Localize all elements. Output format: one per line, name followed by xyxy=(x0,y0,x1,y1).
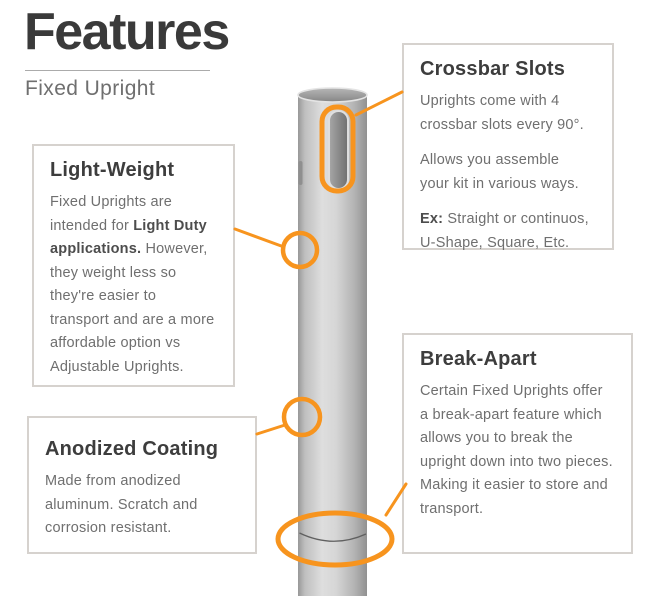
callout-light-weight-title: Light-Weight xyxy=(50,159,175,181)
lightweight-highlight-circle xyxy=(283,233,317,267)
page-title: Features xyxy=(24,3,229,61)
slot-highlight-ring xyxy=(322,107,353,191)
callout-break-apart-text: Certain Fixed Uprights offer a break-apart feature which allows you to break the upright down into two pieces. Making it easier to store and transport. xyxy=(420,383,613,517)
callout-crossbar-example xyxy=(420,208,590,255)
pole-top-opening xyxy=(298,88,367,102)
lightweight-connector-line xyxy=(235,229,284,247)
callout-anodized-title: Anodized Coating xyxy=(45,438,219,460)
anodized-connector-line xyxy=(257,425,285,434)
callout-light-weight xyxy=(32,144,235,387)
break-apart-seam xyxy=(300,533,367,541)
example-text: Straight or continuos, U-Shape, Square, Etc. xyxy=(420,211,589,251)
side-slot-edge xyxy=(299,161,303,185)
breakapart-highlight-ellipse xyxy=(278,513,392,565)
callout-crossbar-text-2: Allows you assemble your kit in various ways. xyxy=(420,152,579,192)
page-subtitle: Fixed Upright xyxy=(25,77,156,100)
crossbar-slot xyxy=(329,111,348,189)
callout-anodized-text: Made from anodized aluminum. Scratch and corrosion resistant. xyxy=(45,473,198,536)
text-segment: Fixed Uprights are intended for xyxy=(50,194,173,234)
bold-segment: Light Duty applications. xyxy=(50,217,207,257)
callout-crossbar-text-1: Uprights come with 4 crossbar slots every 90°. xyxy=(420,93,584,133)
text-segment: However, they weight less so they're easier to transport and are a more affordable option vs Adjustable Uprights. xyxy=(50,241,215,375)
crossbar-connector-line xyxy=(356,92,402,115)
callout-break-apart-title: Break-Apart xyxy=(420,348,537,370)
anodized-highlight-circle xyxy=(284,399,320,435)
callout-break-apart xyxy=(402,333,633,554)
example-label: Ex: xyxy=(420,211,444,227)
title-underline xyxy=(25,70,210,71)
callout-light-weight-text xyxy=(50,191,219,379)
callout-anodized-coating xyxy=(27,416,257,554)
callout-crossbar-slots xyxy=(402,43,614,250)
callout-crossbar-title: Crossbar Slots xyxy=(420,58,566,80)
upright-pole-body xyxy=(298,95,367,596)
